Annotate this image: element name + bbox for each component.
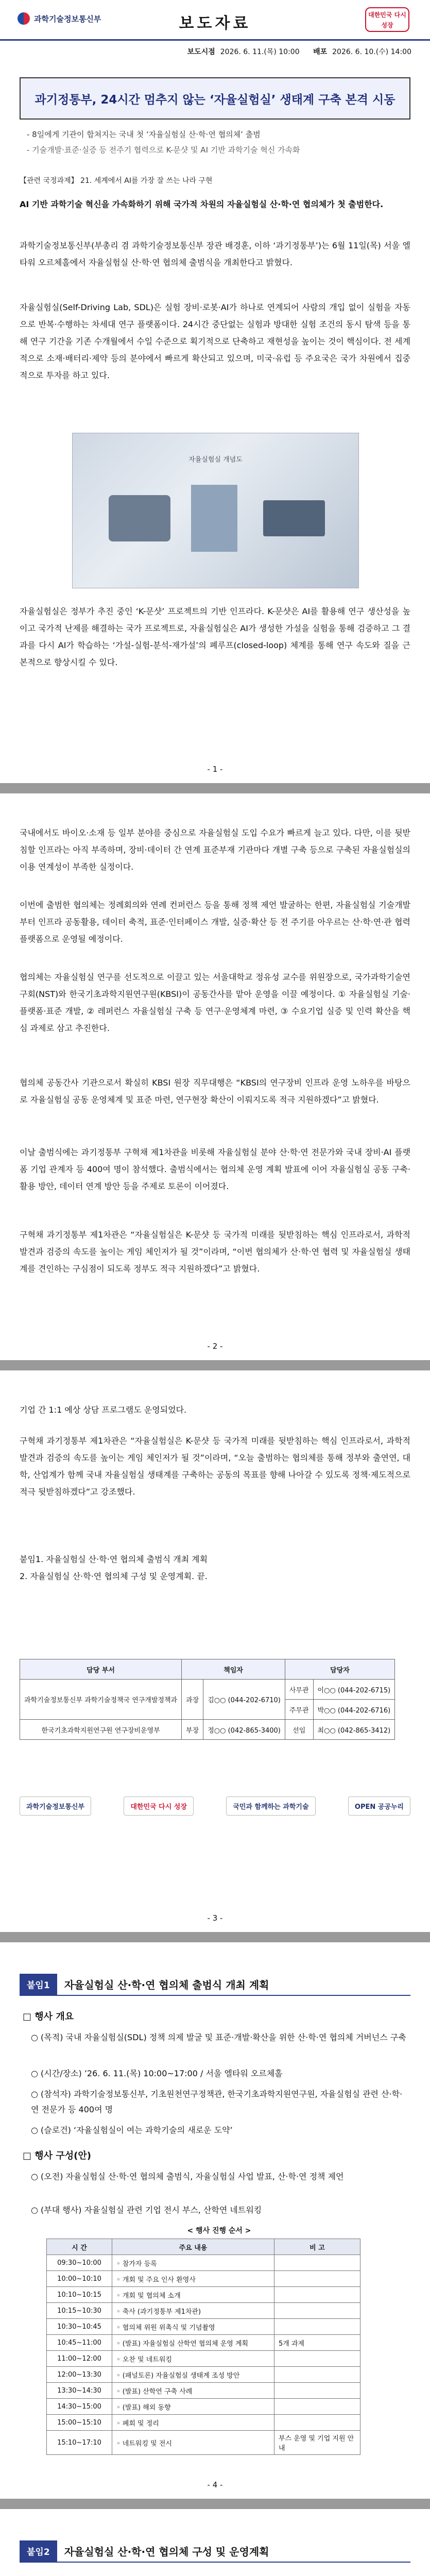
monitor-icon <box>263 500 325 536</box>
paragraph: 국내에서도 바이오·소재 등 일부 분야를 중심으로 자율실험실 도입 수요가 빠르게 늘고 있다. 다만, 이를 뒷받침할 인프라는 아직 부족하며, 장비·데이터 간 연계 표준부재 기관마다 개별 구축 등으로 구축된 자율실험실의 이용 연계성이 부족한 실정이다. <box>20 828 410 872</box>
schedule-time: 09:30~10:00 <box>47 2255 112 2271</box>
list-item: ○ (슬로건) ‘자율실험실이 여는 과학기술의 새로운 도약’ <box>31 2125 233 2135</box>
contact-lead-role: 과장 <box>182 1680 203 1720</box>
schedule-time: 10:00~10:10 <box>47 2271 112 2287</box>
hold-time: 2026. 6. 10.(수) 14:00 <box>332 48 411 56</box>
schedule-content: ◦ (발표) 산학연 구축 사례 <box>112 2383 274 2399</box>
page-1 <box>0 0 430 783</box>
schedule-header: 비 고 <box>274 2239 360 2255</box>
paragraph: 자율실험실(Self-Driving Lab, SDL)은 실험 장비·로봇·AI가 하나로 연계되어 사람의 개입 없이 실험을 자동으로 반복·수행하는 차세대 연구 플랫폼이다. 24시간 중단없는 실험과 방대한 실험 조건의 동시 탐색 등을 통해 연구 기간을 기존 수개월에서 수일 수준으로 획기적으로 단축하고 재현성을 높이는 것이 핵심이다. 전 세계적으로 소재·배터리·제약 등의 분야에서 빠르게 확산되고 있으며, 미국·유럽 등 주요국은 국가 차원에서 집중적으로 투자를 하고 있다. <box>20 302 410 380</box>
schedule-row <box>47 2367 360 2383</box>
contact-lead-name: 김○○ (044-202-6710) <box>203 1680 285 1720</box>
schedule-note: 부스 운영 및 기업 지원 안내 <box>274 2431 360 2455</box>
schedule-content: ◦ 참가자 등록 <box>112 2255 274 2271</box>
open-license-logo: OPEN 공공누리 <box>348 1797 410 1816</box>
schedule-time: 11:00~12:00 <box>47 2351 112 2367</box>
paragraph: 구혁채 과기정통부 제1차관은 “자율실험실은 K-문샷 등 국가적 미래를 뒷받침하는 핵심 인프라로서, 과학적 발견과 검증의 속도를 높이는 게임 체인저가 될 것”이라며, “이번 협의체가 산·학·연 협력 및 자율실험실 생태계를 견인하는 구심점이 되도록 정부도 적극 지원하겠다”고 밝혔다. <box>20 1230 410 1274</box>
schedule-row <box>47 2319 360 2335</box>
slogan-logo: 대한민국 다시 성장 <box>365 7 409 32</box>
schedule-row <box>47 2415 360 2431</box>
contact-header: 담당자 <box>285 1659 394 1680</box>
schedule-header: 주요 내용 <box>112 2239 274 2255</box>
release-meta <box>187 46 411 57</box>
schedule-time: 15:00~15:10 <box>47 2415 112 2431</box>
schedule-row <box>47 2383 360 2399</box>
paragraph: 협의체 공동간사 기관으로서 확실히 KBSI 원장 직무대행은 “KBSI의 연구장비 인프라 운영 노하우를 바탕으로 자율실험실 공동 운영체계 및 표준 마련, 연구현장 확산이 이뤄지도록 적극 지원하겠다”고 밝혔다. <box>20 1078 410 1105</box>
lead-paragraph: AI 기반 과학기술 혁신을 가속화하기 위해 국가적 차원의 자율실험실 산·학·연 협의체가 첫 출범한다. <box>20 199 384 209</box>
schedule-note <box>274 2287 360 2303</box>
contact-staff-name: 최○○ (042-865-3412) <box>313 1720 395 1740</box>
release-label: 보도시점 <box>187 48 215 56</box>
schedule-time: 10:30~10:45 <box>47 2319 112 2335</box>
schedule-time: 15:10~17:10 <box>47 2431 112 2455</box>
page-2 <box>0 793 430 1360</box>
policy-banner: 【관련 국정과제】 21. 세계에서 AI를 가장 잘 쓰는 나라 구현 <box>20 177 213 185</box>
schedule-row <box>47 2335 360 2351</box>
schedule-content: ◦ 협의체 위원 위촉식 및 기념촬영 <box>112 2319 274 2335</box>
attachment-tag: 붙임1 <box>20 1974 57 1995</box>
schedule-content: ◦ (발표) 자율실험실 산학연 협의체 운영 계획 <box>112 2335 274 2351</box>
contact-staff-role: 선임 <box>285 1720 313 1740</box>
schedule-note <box>274 2399 360 2415</box>
schedule-note <box>274 2383 360 2399</box>
contact-staff-name: 이○○ (044-202-6715) <box>313 1680 395 1700</box>
press-header <box>0 0 430 41</box>
page-3 <box>0 1370 430 1932</box>
page-5 <box>0 2509 430 2576</box>
schedule-content: ◦ 폐회 및 정리 <box>112 2415 274 2431</box>
page-number: - 1 - <box>207 765 223 774</box>
schedule-note <box>274 2319 360 2335</box>
section-header <box>20 2540 410 2563</box>
list-item: ○ (시간/장소) ’26. 6. 11.(목) 10:00~17:00 / 서울 엘타워 오르체홀 <box>31 2069 283 2078</box>
paragraph: 자율실험실은 정부가 추진 중인 ‘K-문샷’ 프로젝트의 기반 인프라다. K-문샷은 AI를 활용해 연구 생산성을 높이고 국가적 난제를 해결하는 국가 프로젝트로, 자율실험실은 AI가 생성한 가설을 실험을 통해 검증하고 그 결과를 다시 AI가 학습하는 ‘가설-실험-분석-재가설’의 폐루프(closed-loop) 체계를 통해 연구 속도와 질을 근본적으로 향상시킬 수 있다. <box>20 606 410 667</box>
schedule-content: ◦ 개회 및 협의체 소개 <box>112 2287 274 2303</box>
attachments-list: 붙임1. 자율실험실 산·학·연 협의체 출범식 개최 계획 2. 자율실험실 산·학·연 협의체 구성 및 운영계획. 끝. <box>20 1554 208 1581</box>
schedule-row <box>47 2351 360 2367</box>
schedule-header: 시 간 <box>47 2239 112 2255</box>
list-item: ○ (목적) 국내 자율실험실(SDL) 정책 의제 발굴 및 표준·개발·확산을 위한 산·학·연 협의체 거버넌스 구축 <box>31 2032 406 2042</box>
list-item: ○ (참석자) 과학기술정보통신부, 기초원천연구정책관, 한국기초과학지원연구원, 자율실험실 관련 산·학·연 전문가 등 400여 명 <box>31 2089 403 2114</box>
hold-label: 배포 <box>313 48 328 56</box>
schedule-row <box>47 2431 360 2455</box>
footer-logos <box>20 1793 410 1819</box>
attachment-tag: 붙임2 <box>20 2540 57 2562</box>
paragraph: 이날 출범식에는 과기정통부 구혁채 제1차관을 비롯해 자율실험실 분야 산·학·연 전문가와 국내 장비·AI 플랫폼 기업 관계자 등 400여 명이 참석했다. 출범식에서는 협의체 운영 계획 발표에 이어 자율실험실 공동 구축·활용 방안, 데이터 연계 방안 등을 주제로 토론이 이어졌다. <box>20 1147 410 1191</box>
list-item: ○ (부대 행사) 자율실험실 관련 기업 전시 부스, 산학연 네트워킹 <box>31 2205 262 2215</box>
page-number: - 4 - <box>207 2480 223 2489</box>
section-header <box>20 1973 410 1996</box>
schedule-content: ◦ 축사 (과기정통부 제1차관) <box>112 2303 274 2319</box>
schedule-row <box>47 2399 360 2415</box>
list-item: ○ (오전) 자율실험실 산·학·연 협의체 출범식, 자율실험실 사업 발표, 산·학·연 정책 제언 <box>31 2172 344 2181</box>
release-time: 2026. 6. 11.(목) 10:00 <box>220 48 300 56</box>
contact-staff-role: 주무관 <box>285 1700 313 1720</box>
lab-equipment-icon <box>191 485 237 552</box>
schedule-content: ◦ 오찬 및 네트워킹 <box>112 2351 274 2367</box>
paragraph: 과학기술정보통신부(부총리 겸 과학기술정보통신부 장관 배경훈, 이하 ‘과기정통부’)는 6월 11일(목) 서울 엘타워 오르체홀에서 자율실험실 산·학·연 협의체 출범식을 개최한다고 밝혔다. <box>20 241 410 267</box>
contact-lead-role: 부장 <box>182 1720 203 1740</box>
robot-arm-icon <box>109 495 170 541</box>
contact-dept: 과학기술정보통신부 과학기술정책국 연구개발정책과 <box>20 1680 182 1720</box>
schedule-note <box>274 2303 360 2319</box>
contact-dept: 한국기초과학지원연구원 연구장비운영부 <box>20 1720 182 1740</box>
schedule-time: 10:45~11:00 <box>47 2335 112 2351</box>
schedule-time: 10:15~10:30 <box>47 2303 112 2319</box>
schedule-row <box>47 2287 360 2303</box>
schedule-note <box>274 2367 360 2383</box>
schedule-note <box>274 2415 360 2431</box>
document-title: 보도자료 <box>179 14 251 32</box>
schedule-time: 13:30~14:30 <box>47 2383 112 2399</box>
paragraph: 이번에 출범한 협의체는 정례회의와 연례 컨퍼런스 등을 통해 정책 제언 발굴하는 한편, 자율실험실 기술개발부터 인프라 공동활용, 데이터 축적, 표준·인터페이스 개발, 실증·확산 등 전 주기를 아우르는 산·학·연·관 협력 플랫폼으로 운영될 예정이다. <box>20 900 410 944</box>
schedule-time: 10:10~10:15 <box>47 2287 112 2303</box>
subheading: □ 행사 구성(안) <box>23 2150 91 2161</box>
ministry-name: 과학기술정보통신부 <box>34 14 101 24</box>
schedule-note: 5개 과제 <box>274 2335 360 2351</box>
science-footer-logo: 국민과 함께하는 과학기술 <box>226 1797 315 1816</box>
image-caption: 자율실험실 개념도 <box>188 456 243 464</box>
schedule-table <box>46 2239 360 2455</box>
subheading: □ 행사 개요 <box>23 2011 74 2022</box>
schedule-content: ◦ 개회 및 주요 인사 환영사 <box>112 2271 274 2287</box>
contact-lead-name: 정○○ (042-865-3400) <box>203 1720 285 1740</box>
concept-image <box>72 433 359 588</box>
schedule-content: ◦ (패널토론) 자율실험실 생태계 조성 방안 <box>112 2367 274 2383</box>
schedule-row <box>47 2255 360 2271</box>
schedule-row <box>47 2271 360 2287</box>
contact-table <box>20 1659 395 1740</box>
paragraph: 기업 간 1:1 예상 상담 프로그램도 운영되었다. <box>20 1405 187 1415</box>
contact-header: 담당 부서 <box>20 1659 182 1680</box>
headline: 과기정통부, 24시간 멈추지 않는 ‘자율실험실’ 생태계 구축 본격 시동 <box>35 93 395 107</box>
schedule-note <box>274 2255 360 2271</box>
page-number: - 3 - <box>207 1913 223 1923</box>
section-title: 자율실험실 산·학·연 협의체 출범식 개최 계획 <box>64 1978 269 1991</box>
contact-staff-role: 사무관 <box>285 1680 313 1700</box>
schedule-content: ◦ (발표) 해외 동향 <box>112 2399 274 2415</box>
page-number: - 2 - <box>207 1342 223 1351</box>
schedule-content: ◦ 네트워킹 및 전시 <box>112 2431 274 2455</box>
ministry-footer-logo: 과학기술정보통신부 <box>20 1797 91 1816</box>
schedule-title: < 행사 진행 순서 > <box>187 2227 251 2235</box>
contact-header: 책임자 <box>182 1659 285 1680</box>
page-4 <box>0 1942 430 2499</box>
schedule-time: 14:30~15:00 <box>47 2399 112 2415</box>
summary-bullets <box>27 127 410 158</box>
slogan-footer-logo: 대한민국 다시 성장 <box>124 1797 194 1816</box>
schedule-time: 12:00~13:30 <box>47 2367 112 2383</box>
schedule-row <box>47 2303 360 2319</box>
contact-staff-name: 박○○ (044-202-6716) <box>313 1700 395 1720</box>
summary-bullet: - 기술개발·표준·실증 등 전주기 협력으로 K-문샷 및 AI 기반 과학기술 혁신 가속화 <box>27 145 300 155</box>
headline-box <box>20 77 410 120</box>
section-title: 자율실험실 산·학·연 협의체 구성 및 운영계획 <box>64 2545 269 2558</box>
schedule-note <box>274 2271 360 2287</box>
paragraph: 구혁채 과기정통부 제1차관은 “자율실험실은 K-문샷 등 국가적 미래를 뒷받침하는 핵심 인프라로서, 과학적 발견과 검증의 속도를 높이는 게임 체인저가 될 것”이라며, “오늘 출범하는 협의체를 통해 정부와 출연연, 대학, 산업계가 함께 국내 자율실험실 생태계를 구축하는 공동의 목표를 향해 나아갈 수 있도록 정책·제도적으로 적극 뒷받침하겠다”고 강조했다. <box>20 1436 410 1497</box>
schedule-note <box>274 2351 360 2367</box>
summary-bullet: - 8일에게 기관이 합쳐지는 국내 첫 ‘자율실험실 산·학·연 협의체’ 출범 <box>27 130 261 139</box>
paragraph: 협의체는 자율실험실 연구를 선도적으로 이끌고 있는 서울대학교 정유성 교수를 위원장으로, 국가과학기술연구회(NST)와 한국기초과학지원연구원(KBSI)이 공동간사를 맡아 운영을 이끌 예정이다. ① 자율실험실 기술·플랫폼·표준 개발, ② 레퍼런스 자율실험실 구축 등 연구·운영체계 마련, ③ 수요기업 실증 및 인력 확산을 핵심 과제로 삼고 추진한다. <box>20 972 410 1033</box>
